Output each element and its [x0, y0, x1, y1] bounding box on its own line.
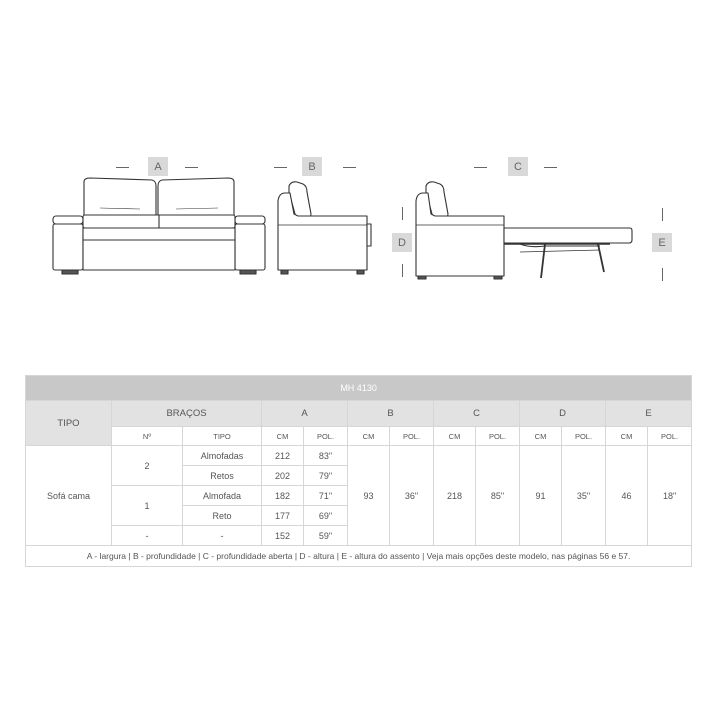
dim-a-header: A	[262, 401, 348, 427]
side-view-drawing	[278, 182, 371, 274]
dim-d-header: D	[520, 401, 606, 427]
front-view-drawing	[53, 178, 265, 274]
a-cm: 177	[262, 506, 304, 526]
arms-count: -	[112, 526, 183, 546]
open-bed-drawing	[416, 182, 632, 279]
unit-pol: POL.	[390, 427, 434, 446]
sofa-drawings	[0, 0, 716, 300]
arms-count: 2	[112, 446, 183, 486]
footnote: A - largura | B - profundidade | C - profundidade aberta | D - altura | E - altura do assento | Veja mais opções deste modelo, nas páginas 56 e 57.	[26, 546, 692, 567]
a-pol: 83"	[304, 446, 348, 466]
arm-type: Almofada	[183, 486, 262, 506]
dim-e-header: E	[606, 401, 692, 427]
c-pol: 85"	[476, 446, 520, 546]
unit-cm: CM	[520, 427, 562, 446]
model-header: MH 4130	[26, 376, 692, 401]
a-pol: 71"	[304, 486, 348, 506]
sub-tipo: TIPO	[183, 427, 262, 446]
e-pol: 18"	[648, 446, 692, 546]
label-b: B	[302, 157, 322, 176]
arm-type: -	[183, 526, 262, 546]
label-d: D	[392, 233, 412, 252]
label-c: C	[508, 157, 528, 176]
unit-pol: POL.	[562, 427, 606, 446]
arm-type: Almofadas	[183, 446, 262, 466]
arm-type: Reto	[183, 506, 262, 526]
unit-pol: POL.	[476, 427, 520, 446]
d-pol: 35"	[562, 446, 606, 546]
sub-no: Nº	[112, 427, 183, 446]
a-cm: 152	[262, 526, 304, 546]
unit-pol: POL.	[304, 427, 348, 446]
label-e: E	[652, 233, 672, 252]
label-a: A	[148, 157, 168, 176]
arms-count: 1	[112, 486, 183, 526]
dim-c-header: C	[434, 401, 520, 427]
a-pol: 59"	[304, 526, 348, 546]
bracos-header: BRAÇOS	[112, 401, 262, 427]
d-cm: 91	[520, 446, 562, 546]
a-pol: 69"	[304, 506, 348, 526]
tipo-header: TIPO	[26, 401, 112, 446]
c-cm: 218	[434, 446, 476, 546]
b-pol: 36"	[390, 446, 434, 546]
dimension-drawings	[0, 0, 716, 300]
product-type: Sofá cama	[26, 446, 112, 546]
a-cm: 182	[262, 486, 304, 506]
arm-type: Retos	[183, 466, 262, 486]
b-cm: 93	[348, 446, 390, 546]
dim-b-header: B	[348, 401, 434, 427]
e-cm: 46	[606, 446, 648, 546]
a-cm: 202	[262, 466, 304, 486]
unit-cm: CM	[434, 427, 476, 446]
unit-cm: CM	[348, 427, 390, 446]
unit-cm: CM	[262, 427, 304, 446]
a-pol: 79"	[304, 466, 348, 486]
unit-pol: POL.	[648, 427, 692, 446]
a-cm: 212	[262, 446, 304, 466]
unit-cm: CM	[606, 427, 648, 446]
spec-table	[25, 375, 692, 567]
